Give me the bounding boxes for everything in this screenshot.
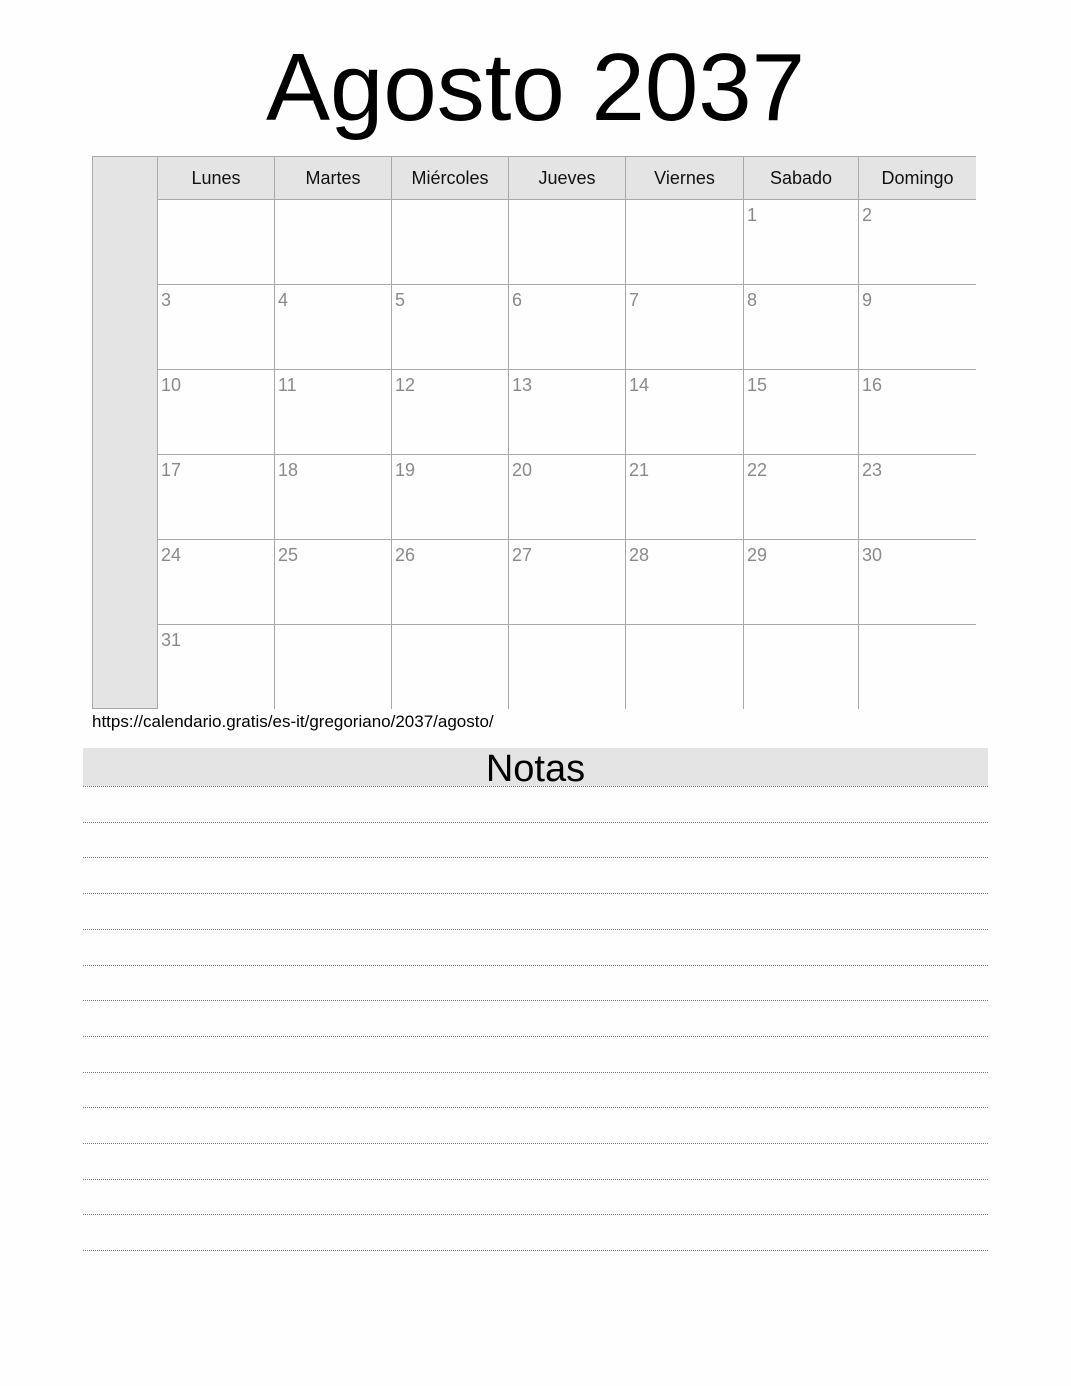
note-line — [83, 1179, 988, 1180]
weekday-header: Jueves — [509, 157, 626, 200]
day-cell: 9 — [859, 285, 976, 370]
day-cell: 8 — [744, 285, 859, 370]
note-line — [83, 857, 988, 858]
day-cell: 12 — [392, 370, 509, 455]
day-cell: 30 — [859, 540, 976, 625]
day-cell: 26 — [392, 540, 509, 625]
day-cell: 16 — [859, 370, 976, 455]
note-line — [83, 1214, 988, 1215]
page-title: Agosto 2037 — [265, 34, 806, 141]
day-cell — [275, 625, 392, 709]
day-cell: 6 — [509, 285, 626, 370]
day-cell — [392, 625, 509, 709]
day-cell: 27 — [509, 540, 626, 625]
calendar-days — [158, 157, 975, 708]
weekday-header: Martes — [275, 157, 392, 200]
day-cell: 25 — [275, 540, 392, 625]
source-url: https://calendario.gratis/es-it/gregoriano/2037/agosto/ — [92, 712, 494, 731]
day-cell: 7 — [626, 285, 744, 370]
day-cell: 29 — [744, 540, 859, 625]
day-cell — [275, 200, 392, 285]
note-line — [83, 1107, 988, 1108]
note-line — [83, 965, 988, 966]
day-cell: 10 — [158, 370, 275, 455]
day-cell — [509, 625, 626, 709]
note-line — [83, 893, 988, 894]
day-cell: 11 — [275, 370, 392, 455]
weekday-header: Lunes — [158, 157, 275, 200]
day-cell: 18 — [275, 455, 392, 540]
note-line — [83, 929, 988, 930]
day-cell: 20 — [509, 455, 626, 540]
note-line — [83, 822, 988, 823]
weekday-header: Domingo — [859, 157, 976, 200]
note-line — [83, 1250, 988, 1251]
day-cell — [392, 200, 509, 285]
day-cell: 17 — [158, 455, 275, 540]
day-cell: 24 — [158, 540, 275, 625]
day-cell — [859, 625, 976, 709]
day-cell: 14 — [626, 370, 744, 455]
weekday-header: Viernes — [626, 157, 744, 200]
note-line — [83, 786, 988, 787]
day-cell: 22 — [744, 455, 859, 540]
day-cell: 2 — [859, 200, 976, 285]
day-cell: 31 — [158, 625, 275, 709]
calendar-grid — [92, 156, 976, 709]
weekday-header: Sabado — [744, 157, 859, 200]
weekday-header: Miércoles — [392, 157, 509, 200]
note-line — [83, 1072, 988, 1073]
day-cell: 21 — [626, 455, 744, 540]
day-cell: 3 — [158, 285, 275, 370]
note-line — [83, 1143, 988, 1144]
day-cell — [158, 200, 275, 285]
day-cell: 28 — [626, 540, 744, 625]
day-cell — [509, 200, 626, 285]
note-line — [83, 1000, 988, 1001]
day-cell: 15 — [744, 370, 859, 455]
notes-heading: Notas — [83, 748, 988, 786]
day-cell: 19 — [392, 455, 509, 540]
note-line — [83, 1036, 988, 1037]
day-cell — [744, 625, 859, 709]
day-cell: 23 — [859, 455, 976, 540]
week-number-column — [93, 157, 158, 708]
day-cell: 1 — [744, 200, 859, 285]
day-cell — [626, 625, 744, 709]
day-cell: 5 — [392, 285, 509, 370]
day-cell — [626, 200, 744, 285]
day-cell: 4 — [275, 285, 392, 370]
day-cell: 13 — [509, 370, 626, 455]
